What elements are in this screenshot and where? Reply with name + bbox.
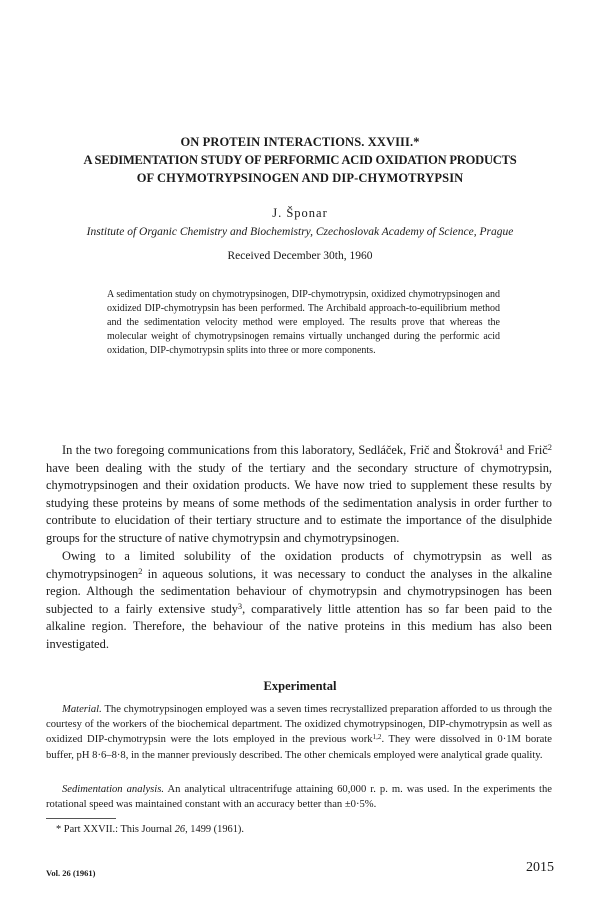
author-affiliation: Institute of Organic Chemistry and Biochemistry, Czechoslovak Academy of Science, Prague bbox=[86, 226, 514, 238]
citation-ref: 1 bbox=[498, 442, 504, 453]
material-text-a: The chymotrypsinogen employed was a seven times recrystallized preparation afforded to us through the courtesy of the workers of the biochemical department. The oxidized chymotrypsinogen, DIP-chymotrypsin as well as oxidized DIP-chymotrypsin were the lots employed in the previous work bbox=[46, 704, 552, 746]
material-paragraph bbox=[46, 702, 552, 763]
journal-volume: Vol. 26 (1961) bbox=[46, 868, 96, 878]
citation-ref: 2 bbox=[547, 442, 552, 453]
material-label: Material. bbox=[62, 704, 102, 715]
abstract: A sedimentation study on chymotrypsinogen, DIP-chymotrypsin, oxidized chymotrypsinogen and oxidized DIP-chymotrypsin has been performed. The Archibald approach-to-equilibrium method and the sedimentation velocity method were employed. The results prove that whereas the molecular weight of chymotrypsinogen remains virtually unchanged during the performic acid oxidation, DIP-chymotrypsin splits into three or more components. bbox=[107, 289, 500, 356]
intro-p1-text-c: have been dealing with the study of the tertiary and the secondary structure of chymotrypsin, chymotrypsinogen and their oxidation products. We have now tried to supplement these results by studying these proteins by means of some methods of the sedimentation analysis in order further to contribute to elucidation of their tertiary structure and to estimate the importance of the disulphide groups for the structure of native chymotrypsin and chymotrypsinogen. bbox=[46, 460, 552, 545]
footnote-divider bbox=[46, 818, 116, 819]
material-text-b: . They were dissolved in 0·1M borate buffer, pH 8·6–8·8, in the manner previously described. The other chemicals employed were analytical grade quality. bbox=[46, 734, 552, 761]
page-number: 2015 bbox=[526, 860, 554, 875]
title-line-1: ON PROTEIN INTERACTIONS. XXVIII.* bbox=[180, 135, 420, 149]
footnote-text-b: , 1499 (1961). bbox=[185, 824, 244, 835]
citation-ref: 2 bbox=[138, 565, 143, 576]
sedimentation-text: An analytical ultracentrifuge attaining 60,000 r. p. m. was used. In the experiments the rotational speed was maintained constant with an accuracy better than ±0·5%. bbox=[46, 784, 552, 811]
received-date: Received December 30th, 1960 bbox=[227, 250, 373, 262]
intro-p1-text-a: In the two foregoing communications from this laboratory, Sedláček, Frič and Štokrová bbox=[62, 443, 499, 457]
title-line-2: A SEDIMENTATION STUDY OF PERFORMIC ACID OXIDATION PRODUCTS bbox=[83, 153, 517, 167]
section-heading-experimental: Experimental bbox=[263, 679, 337, 693]
intro-p2-text-b: in aqueous solutions, it was necessary to conduct the analyses in the alkaline region. Although the sedimentation behaviour of chymotrypsin and chymotrypsinogen has been subjected to a fairly extensive study bbox=[46, 566, 552, 616]
citation-ref: 1,2 bbox=[372, 733, 382, 742]
intro-p1-text-b: and Frič bbox=[503, 443, 548, 457]
sedimentation-label: Sedimentation analysis. bbox=[62, 784, 165, 795]
footnote-text-a: * Part XXVII.: This Journal bbox=[56, 824, 175, 835]
intro-paragraph-1 bbox=[46, 442, 552, 547]
footnote-volume: 26 bbox=[174, 824, 186, 835]
intro-p2-text-c: , comparatively little attention has so far been paid to the alkaline region. Therefore, the behaviour of the native proteins in this medium has also been investigated. bbox=[46, 601, 552, 651]
title-line-3: OF CHYMOTRYPSINOGEN AND DIP-CHYMOTRYPSIN bbox=[136, 171, 464, 185]
sedimentation-paragraph bbox=[46, 782, 552, 812]
footnote bbox=[56, 824, 536, 835]
author-name: J. Šponar bbox=[272, 206, 328, 220]
intro-paragraph-2 bbox=[46, 548, 552, 653]
citation-ref: 3 bbox=[237, 600, 243, 611]
intro-p2-text-a: Owing to a limited solubility of the oxidation products of chymotrypsin as well as chymotrypsinogen bbox=[46, 549, 552, 581]
